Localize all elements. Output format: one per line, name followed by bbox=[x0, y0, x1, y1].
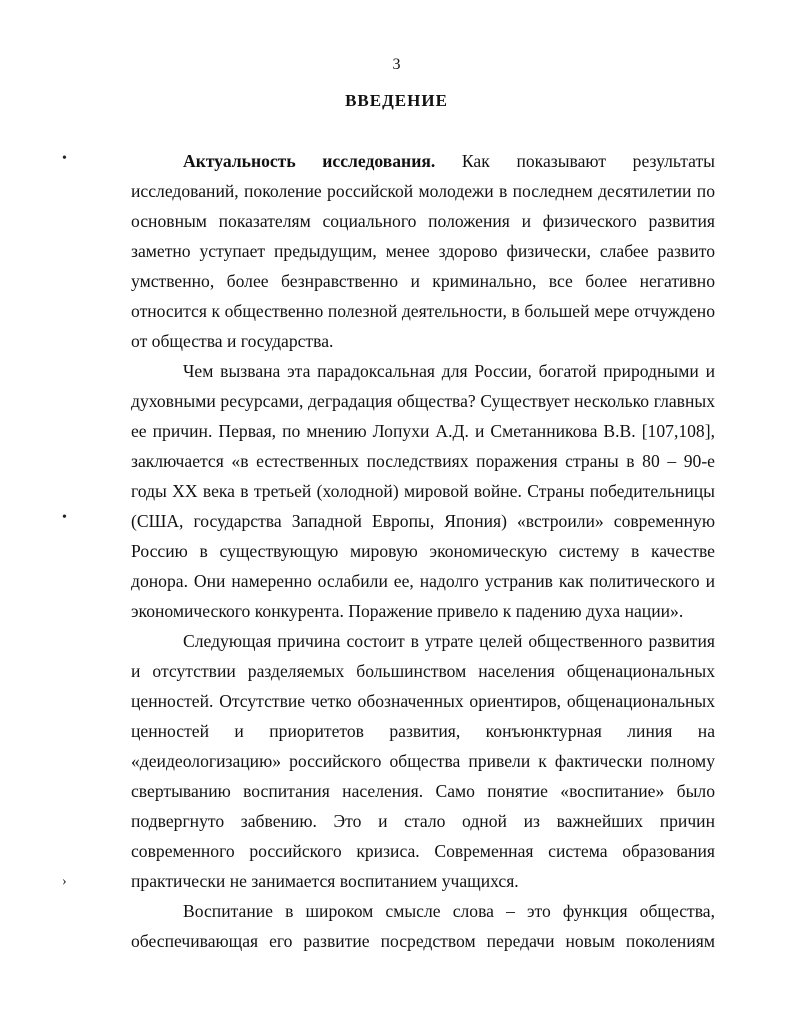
paragraph-line: Россию в существующую мировую экономическую систему в качестве bbox=[131, 541, 715, 561]
paragraph-2 bbox=[131, 356, 715, 626]
paragraph-line: донора. Они намеренно ослабили ее, надолго устранив как политического и bbox=[131, 571, 715, 591]
paragraph-line: Чем вызвана эта парадоксальная для России, богатой природными и bbox=[183, 361, 715, 381]
paragraph-line: Следующая причина состоит в утрате целей общественного развития bbox=[183, 631, 715, 651]
paragraph-line: свертыванию воспитания населения. Само понятие «воспитание» было bbox=[131, 781, 715, 801]
paragraph-line: обеспечивающая его развитие посредством передачи новым поколениям bbox=[131, 931, 715, 951]
paragraph-line: духовными ресурсами, деградация общества? Существует несколько главных bbox=[131, 391, 715, 411]
paragraph-line: практически не занимается воспитанием учащихся. bbox=[131, 871, 519, 891]
page-number: 3 bbox=[392, 56, 401, 73]
margin-mark: › bbox=[62, 874, 67, 889]
paragraph-4 bbox=[131, 896, 715, 956]
paragraph-line: годы XX века в третьей (холодной) мировой войне. Страны победительницы bbox=[131, 481, 715, 501]
lead-rest: Как показывают результаты bbox=[461, 151, 715, 171]
paragraph-line: ценностей и приоритетов развития, конъюнктурная линия на bbox=[131, 721, 715, 741]
paragraph-line: и отсутствии разделяемых большинством населения общенациональных bbox=[131, 661, 715, 681]
paragraph-line: (США, государства Западной Европы, Япония) «встроили» современную bbox=[131, 511, 715, 531]
paragraph-line: заключается «в естественных последствиях поражения страны в 80 – 90-е bbox=[131, 451, 715, 471]
paragraph-1 bbox=[131, 146, 715, 356]
paragraph-line: современного российского кризиса. Современная система образования bbox=[131, 841, 715, 861]
paragraph-line bbox=[131, 146, 715, 176]
paragraph-line: Воспитание в широком смысле слова – это функция общества, bbox=[183, 901, 715, 921]
paragraph-line: ее причин. Первая, по мнению Лопухи А.Д. и Сметанникова В.В. [107,108], bbox=[131, 421, 715, 441]
paragraph-line: основным показателям социального положения и физического развития bbox=[131, 211, 715, 231]
paragraph-line: от общества и государства. bbox=[131, 331, 334, 351]
paragraph-line: ценностей. Отсутствие четко обозначенных ориентиров, общенациональных bbox=[131, 691, 715, 711]
page-title: ВВЕДЕНИЕ bbox=[345, 91, 448, 110]
paragraph-line: подвергнуто забвению. Это и стало одной из важнейших причин bbox=[131, 811, 715, 831]
margin-mark: • bbox=[62, 151, 67, 166]
margin-mark: • bbox=[62, 510, 67, 525]
paragraph-line: экономического конкурента. Поражение привело к падению духа нации». bbox=[131, 601, 684, 621]
paragraph-line: умственно, более безнравственно и криминально, все более негативно bbox=[131, 271, 715, 291]
paragraph-line: заметно уступает предыдущим, менее здорово физически, слабее развито bbox=[131, 241, 715, 261]
paragraph-line: исследований, поколение российской молодежи в последнем десятилетии по bbox=[131, 181, 715, 201]
paragraph-line: «деидеологизацию» российского общества привели к фактически полному bbox=[131, 751, 715, 771]
paragraph-3 bbox=[131, 626, 715, 896]
lead-phrase: Актуальность исследования. bbox=[183, 151, 436, 171]
paragraph-line: относится к общественно полезной деятельности, в большей мере отчуждено bbox=[131, 301, 715, 321]
